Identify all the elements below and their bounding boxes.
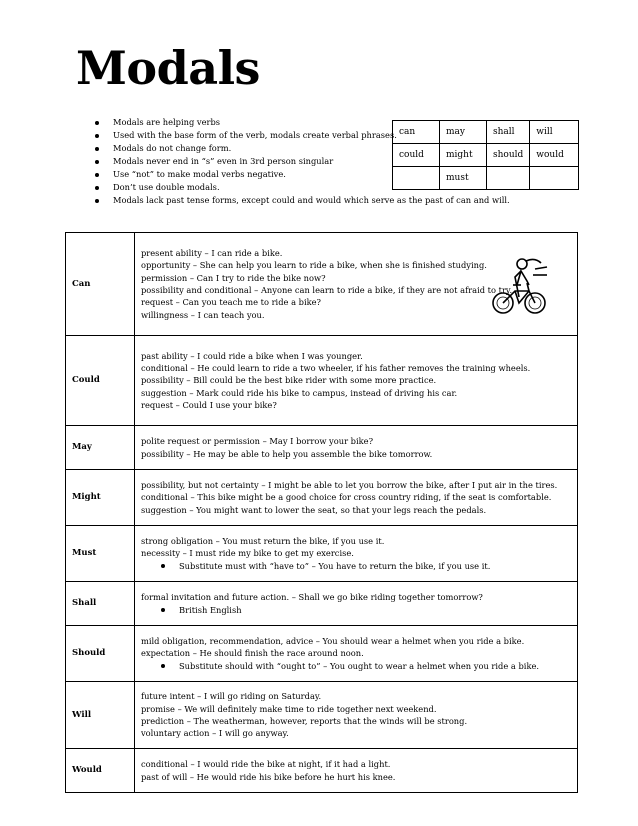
table-row [66, 526, 578, 582]
usage-line: request – Can you teach me to ride a bike? [141, 297, 322, 308]
usage-sub-bullet: Substitute must with “have to” – You have to return the bike, if you use it. [141, 560, 571, 572]
usage-line: past of will – He would ride his bike before he hurt his knee. [141, 771, 396, 782]
usage-line: permission – Can I try to ride the bike now? [141, 272, 326, 283]
rule-item: Modals never end in “s” even in 3rd person singular [95, 155, 515, 168]
table-row [66, 470, 578, 526]
modal-words-grid [392, 120, 579, 190]
modal-usage [135, 626, 578, 682]
usage-line: mild obligation, recommendation, advice – You should wear a helmet when you ride a bike. [141, 636, 525, 647]
grid-cell: can [393, 121, 440, 144]
modal-usage [135, 526, 578, 582]
rule-item: Use “not” to make modal verbs negative. [95, 168, 515, 181]
modal-usage [135, 682, 578, 749]
usage-line: suggestion – Mark could ride his bike to campus, instead of driving his car. [141, 387, 458, 398]
rule-item: Modals do not change form. [95, 142, 515, 155]
usage-line: formal invitation and future action. – Shall we go bike riding together tomorrow? [141, 592, 483, 603]
usage-line: opportunity – She can help you learn to ride a bike, when she is finished studying. [141, 260, 487, 271]
grid-cell: might [440, 144, 487, 167]
modal-term: Could [66, 336, 135, 426]
modal-term: Must [66, 526, 135, 582]
usage-line: voluntary action – I will go anyway. [141, 728, 289, 739]
rule-item: Don’t use double modals. [95, 181, 515, 194]
modal-term: May [66, 426, 135, 470]
modal-usage [135, 336, 578, 426]
grid-cell: should [487, 144, 530, 167]
usage-line: request – Could I use your bike? [141, 399, 277, 410]
usage-line: suggestion – You might want to lower the seat, so that your legs reach the pedals. [141, 504, 487, 515]
modal-term: Would [66, 749, 135, 793]
table-row [66, 749, 578, 793]
page-title: Modals [76, 41, 260, 95]
usage-sub-bullet: British English [141, 604, 571, 616]
rule-item: Used with the base form of the verb, modals create verbal phrases. [95, 129, 515, 142]
usage-line: polite request or permission – May I borrow your bike? [141, 436, 374, 447]
table-row [66, 336, 578, 426]
usage-line: conditional – This bike might be a good choice for cross country riding, if the seat is comfortable. [141, 492, 552, 503]
modal-term: Can [66, 233, 135, 336]
table-row [66, 626, 578, 682]
grid-cell [487, 167, 530, 190]
usage-line: possibility, but not certainty – I might be able to let you borrow the bike, after I put air in the tires. [141, 480, 558, 491]
cyclist-icon [491, 255, 549, 317]
usage-line: possibility – He may be able to help you assemble the bike tomorrow. [141, 448, 433, 459]
usage-line: willingness – I can teach you. [141, 309, 265, 320]
modal-usage [135, 470, 578, 526]
usage-line: present ability – I can ride a bike. [141, 248, 283, 259]
usage-line: strong obligation – You must return the bike, if you use it. [141, 536, 385, 547]
usage-line: expectation – He should finish the race around noon. [141, 648, 364, 659]
usage-line: future intent – I will go riding on Saturday. [141, 691, 322, 702]
grid-cell: will [530, 121, 579, 144]
modal-term: Should [66, 626, 135, 682]
usage-line: possibility and conditional – Anyone can learn to ride a bike, if they are not afraid to try. [141, 285, 513, 295]
modal-usage [135, 582, 578, 626]
table-row [66, 426, 578, 470]
grid-cell: shall [487, 121, 530, 144]
grid-cell: may [440, 121, 487, 144]
modal-term: Might [66, 470, 135, 526]
modal-usage [135, 749, 578, 793]
grid-cell: could [393, 144, 440, 167]
grid-cell [393, 167, 440, 190]
modals-usage-table [65, 232, 578, 793]
usage-line: past ability – I could ride a bike when I was younger. [141, 350, 363, 361]
grid-cell: would [530, 144, 579, 167]
grid-cell [530, 167, 579, 190]
grid-cell: must [440, 167, 487, 190]
usage-line: conditional – I would ride the bike at night, if it had a light. [141, 759, 391, 770]
modal-term: Shall [66, 582, 135, 626]
usage-line: necessity – I must ride my bike to get my exercise. [141, 548, 354, 559]
usage-line: possibility – Bill could be the best bike rider with some more practice. [141, 375, 437, 386]
table-row [66, 233, 578, 336]
modal-usage [135, 233, 578, 336]
usage-line: promise – We will definitely make time to ride together next weekend. [141, 703, 437, 714]
usage-sub-bullet: Substitute should with “ought to” – You ought to wear a helmet when you ride a bike. [141, 660, 571, 672]
modal-usage [135, 426, 578, 470]
usage-line: prediction – The weatherman, however, reports that the winds will be strong. [141, 716, 468, 726]
rule-item: Modals are helping verbs [95, 116, 515, 129]
table-row [66, 582, 578, 626]
modal-term: Will [66, 682, 135, 749]
table-row [66, 682, 578, 749]
rule-item: Modals lack past tense forms, except could and would which serve as the past of can and will. [95, 194, 515, 207]
usage-line: conditional – He could learn to ride a two wheeler, if his father removes the training wheels. [141, 363, 531, 374]
